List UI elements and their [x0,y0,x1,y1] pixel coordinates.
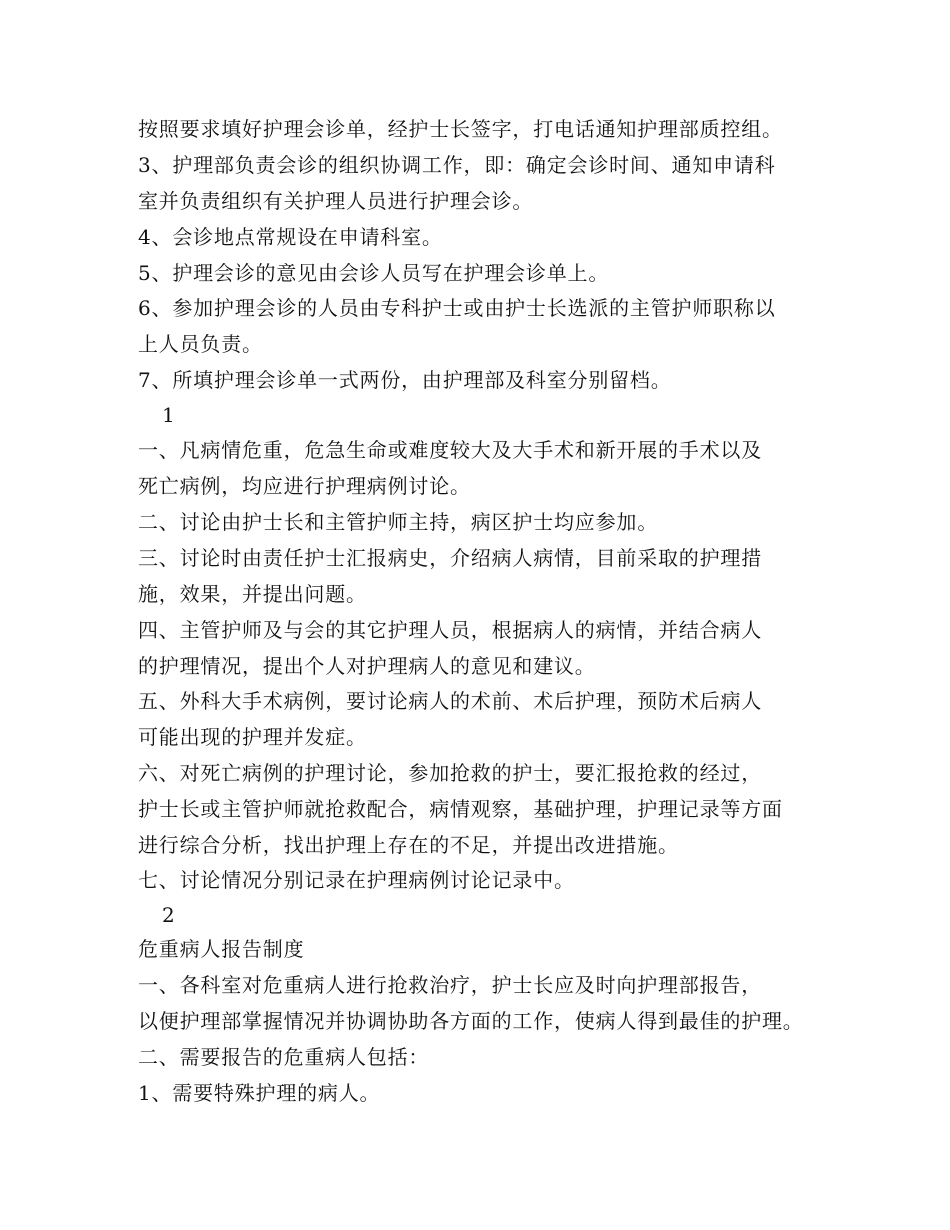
text-line: 二、需要报告的危重病人包括： [138,1045,430,1069]
text-line: 施，效果，并提出问题。 [138,582,367,606]
text-line: 五、外科大手术病例，要讨论病人的术前、术后护理，预防术后病人 [138,689,762,713]
section-heading: 危重病人报告制度 [138,937,305,961]
text-line: 护士长或主管护师就抢救配合，病情观察，基础护理，护理记录等方面 [138,797,783,821]
text-line: 按照要求填好护理会诊单，经护士长签字，打电话通知护理部质控组。 [138,117,783,141]
text-line: 以便护理部掌握情况并协调协助各方面的工作，使病人得到最佳的护理。 [138,1009,804,1033]
text-line: 六、对死亡病例的护理讨论，参加抢救的护士，要汇报抢救的经过， [138,761,762,785]
text-line: 6、参加护理会诊的人员由专科护士或由护士长选派的主管护师职称以 [138,296,776,320]
text-line: 二、讨论由护士长和主管护师主持，病区护士均应参加。 [138,510,658,534]
text-line: 进行综合分析，找出护理上存在的不足，并提出改进措施。 [138,833,679,857]
text-line: 5、护理会诊的意见由会诊人员写在护理会诊单上。 [138,261,610,285]
page-number: 1 [162,403,176,427]
text-line: 四、主管护师及与会的其它护理人员，根据病人的病情，并结合病人 [138,618,762,642]
text-line: 1、需要特殊护理的病人。 [138,1081,381,1105]
text-line: 上人员负责。 [138,332,263,356]
text-line: 死亡病例，均应进行护理病例讨论。 [138,474,471,498]
text-line: 一、凡病情危重，危急生命或难度较大及大手术和新开展的手术以及 [138,438,762,462]
text-line: 4、会诊地点常规设在申请科室。 [138,225,443,249]
text-line: 7、所填护理会诊单一式两份，由护理部及科室分别留档。 [138,368,672,392]
page-number: 2 [162,903,176,927]
text-line: 可能出现的护理并发症。 [138,725,367,749]
text-line: 的护理情况，提出个人对护理病人的意见和建议。 [138,654,596,678]
text-line: 3、护理部负责会诊的组织协调工作，即：确定会诊时间、通知申请科 [138,153,776,177]
text-line: 三、讨论时由责任护士汇报病史，介绍病人病情，目前采取的护理措 [138,546,762,570]
text-line: 一、各科室对危重病人进行抢救治疗，护士长应及时向护理部报告， [138,973,762,997]
text-line: 室并负责组织有关护理人员进行护理会诊。 [138,189,534,213]
text-line: 七、讨论情况分别记录在护理病例讨论记录中。 [138,868,575,892]
